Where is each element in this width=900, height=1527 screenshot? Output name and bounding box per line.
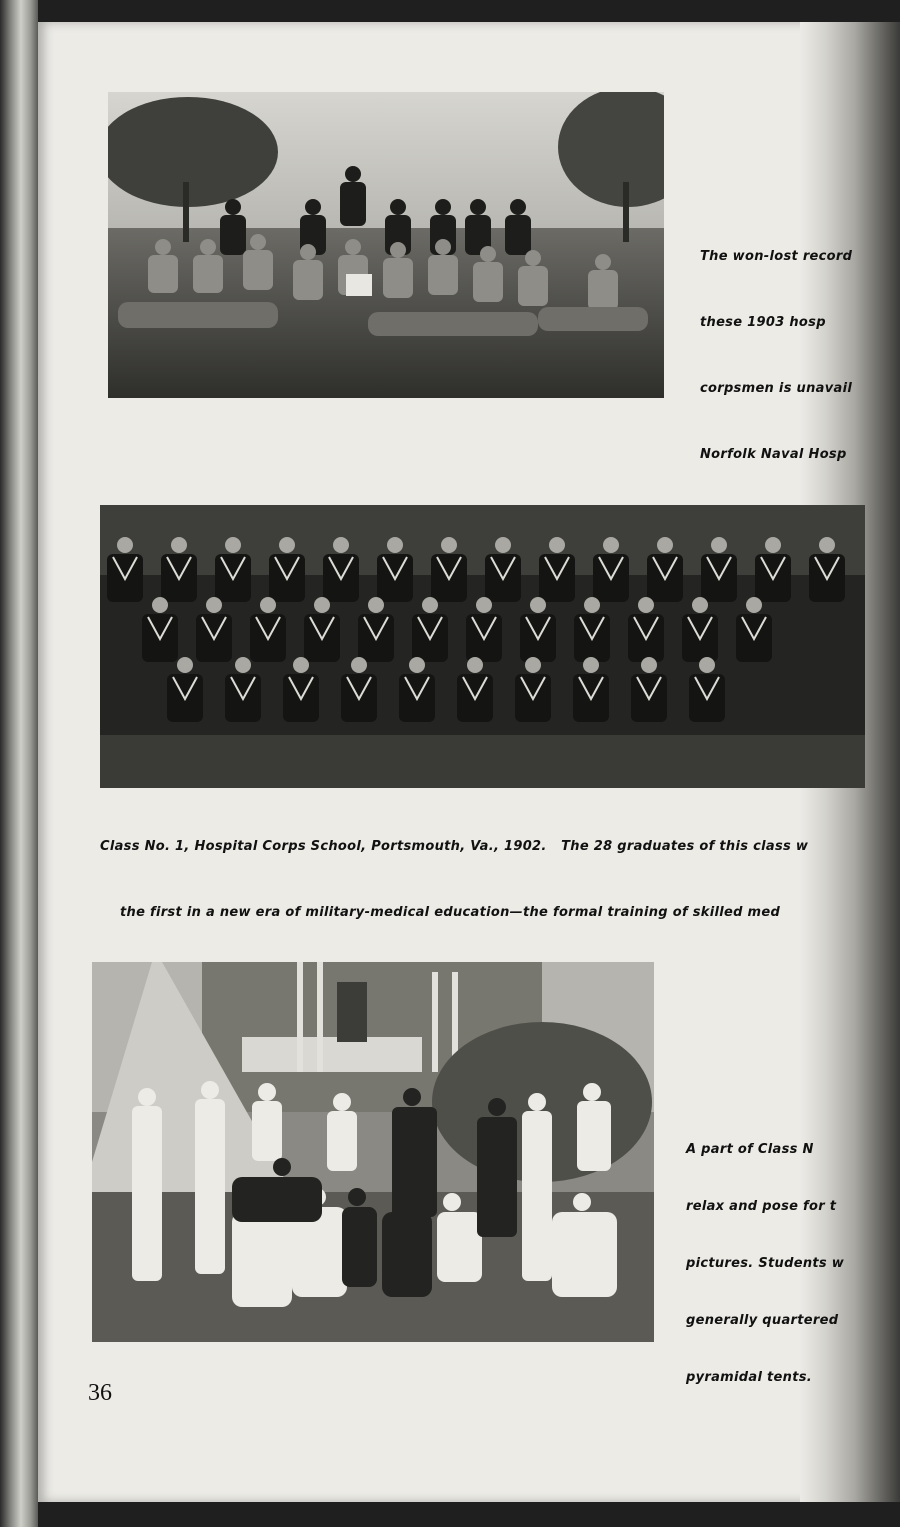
class-member bbox=[225, 657, 261, 722]
caption-line: generally quartered bbox=[686, 1313, 839, 1328]
class-member bbox=[689, 657, 725, 722]
book-spine bbox=[0, 0, 38, 1527]
class-member bbox=[520, 597, 556, 662]
caption-line: the first in a new era of military-medical education—the formal training of skilled med bbox=[120, 905, 781, 920]
photo-class-outdoor-tents bbox=[92, 962, 654, 1342]
class-member bbox=[283, 657, 319, 722]
photo-1903-football-team bbox=[108, 92, 664, 398]
class-member bbox=[573, 657, 609, 722]
class-member bbox=[167, 657, 203, 722]
caption-line: The won-lost record bbox=[700, 249, 853, 264]
caption-line: corpsmen is unavail bbox=[700, 381, 853, 396]
caption-line: relax and pose for t bbox=[686, 1199, 837, 1214]
class-member bbox=[196, 597, 232, 662]
caption-tents bbox=[686, 1102, 844, 1406]
class-member bbox=[515, 657, 551, 722]
class-member bbox=[682, 597, 718, 662]
caption-line: Class No. 1, Hospital Corps School, Portsmouth, Va., 1902. The 28 graduates of this class w bbox=[100, 839, 809, 854]
caption-line: these 1903 hosp bbox=[700, 315, 826, 330]
photo-class-no-1-group bbox=[100, 505, 865, 788]
class-member bbox=[250, 597, 286, 662]
caption-line: Norfolk Naval Hosp bbox=[700, 447, 847, 462]
caption-football-team bbox=[700, 202, 852, 488]
page-number: 36 bbox=[88, 1380, 112, 1406]
class-member bbox=[142, 597, 178, 662]
class-member bbox=[466, 597, 502, 662]
class-members bbox=[100, 505, 865, 788]
class-member bbox=[341, 657, 377, 722]
team-members bbox=[108, 162, 664, 398]
class-member bbox=[628, 597, 664, 662]
class-member bbox=[574, 597, 610, 662]
class-member bbox=[736, 597, 772, 662]
caption-line: pictures. Students w bbox=[686, 1256, 845, 1271]
sailors-group bbox=[92, 962, 654, 1342]
caption-line: A part of Class N bbox=[686, 1142, 814, 1157]
caption-line: pyramidal tents. bbox=[686, 1370, 813, 1385]
class-member bbox=[399, 657, 435, 722]
class-member bbox=[358, 597, 394, 662]
class-member bbox=[457, 657, 493, 722]
class-member bbox=[304, 597, 340, 662]
class-member bbox=[631, 657, 667, 722]
class-member bbox=[412, 597, 448, 662]
